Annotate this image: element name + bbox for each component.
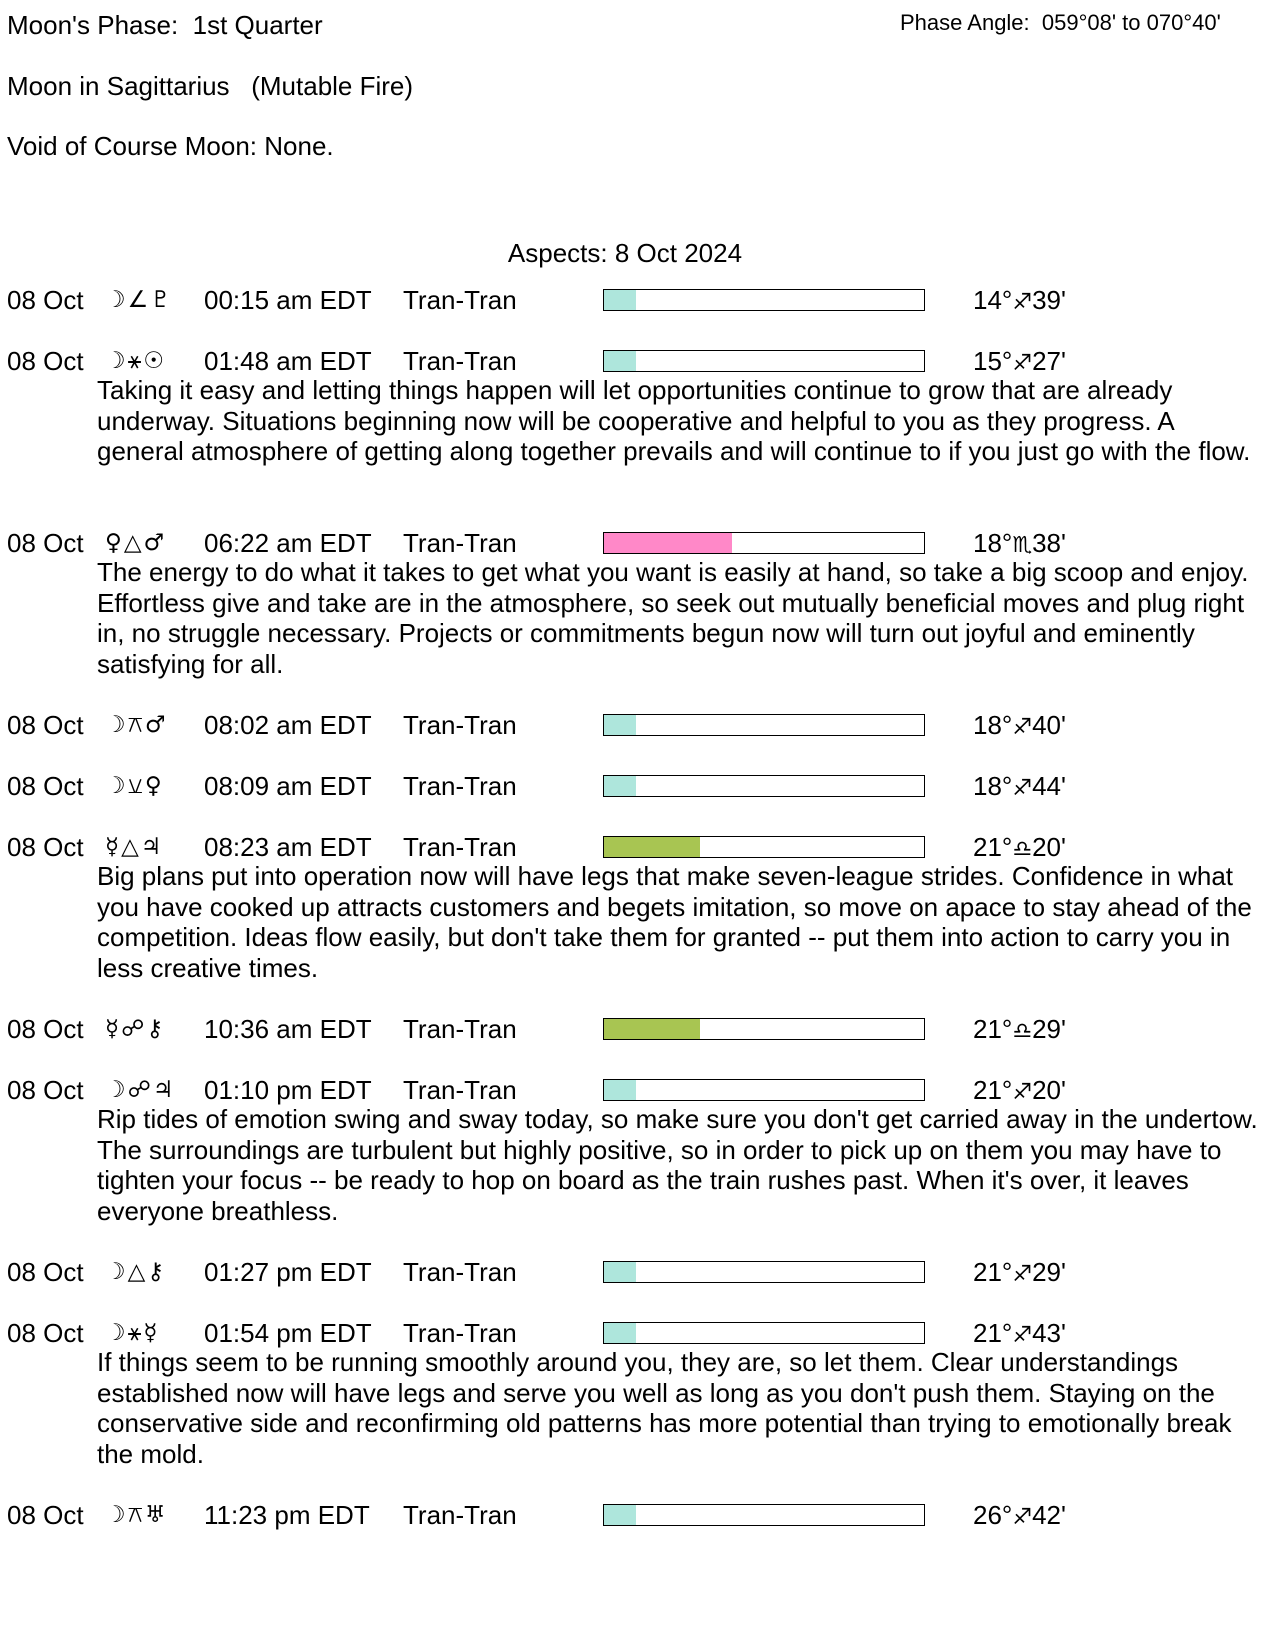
zodiac-sign-icon: ♐ [1012, 715, 1033, 740]
aspect-strength-bar [603, 1322, 925, 1344]
aspect-interpretation: Big plans put into operation now will have legs that make seven-league strides. Confidence in what you have cooked up attracts customers and begets imitation, so move on apace to stay ahead of the competition. Ideas flow easily, but don't take them for granted -- put them into action to carry you in less creative times. [97, 861, 1252, 983]
aspect-kind: Tran-Tran [403, 1014, 517, 1044]
aspect-time: 01:54 pm EDT [204, 1318, 372, 1348]
aspect-kind: Tran-Tran [403, 1075, 517, 1105]
position-degree: 21° [973, 1318, 1013, 1348]
aspect-kind: Tran-Tran [403, 285, 517, 315]
aspect-strength-bar [603, 350, 925, 372]
aspect-kind: Tran-Tran [403, 1500, 517, 1530]
aspect-glyphs: ☽☍♃ [105, 1077, 176, 1103]
aspect-position [973, 1012, 1066, 1049]
position-degree: 18° [973, 528, 1013, 558]
position-minutes: 39' [1032, 285, 1066, 315]
zodiac-sign-icon: ♏ [1012, 533, 1033, 558]
aspect-strength-bar [603, 1018, 925, 1040]
position-degree: 15° [973, 346, 1013, 376]
aspect-time: 08:23 am EDT [204, 832, 372, 862]
zodiac-sign-icon: ♐ [1012, 1262, 1033, 1287]
aspect-date: 08 Oct [7, 1075, 84, 1105]
aspect-date: 08 Oct [7, 528, 84, 558]
aspect-date: 08 Oct [7, 1318, 84, 1348]
aspect-row [0, 1316, 1286, 1350]
position-minutes: 27' [1032, 346, 1066, 376]
aspect-time: 06:22 am EDT [204, 528, 372, 558]
aspect-glyphs: ☽⚹☿ [105, 1320, 160, 1346]
aspect-date: 08 Oct [7, 1257, 84, 1287]
aspect-glyphs: ☽⚻♂ [105, 712, 168, 738]
aspect-row [0, 708, 1286, 742]
position-degree: 21° [973, 1075, 1013, 1105]
position-minutes: 44' [1032, 771, 1066, 801]
zodiac-sign-icon: ♐ [1012, 351, 1033, 376]
phase-angle: Phase Angle: 059°08' to 070°40' [900, 10, 1221, 35]
aspect-strength-fill [604, 1505, 636, 1525]
aspect-glyphs: ☽△⚷ [105, 1259, 167, 1285]
aspect-row [0, 830, 1286, 864]
aspect-strength-bar [603, 775, 925, 797]
aspect-strength-fill [604, 1080, 636, 1100]
aspects-title: Aspects: 8 Oct 2024 [507, 238, 743, 268]
aspect-strength-fill [604, 1019, 700, 1039]
position-minutes: 29' [1032, 1257, 1066, 1287]
aspect-strength-bar [603, 1504, 925, 1526]
aspect-date: 08 Oct [7, 285, 84, 315]
aspect-glyphs: ☽⚻♅ [105, 1502, 168, 1528]
zodiac-sign-icon: ♐ [1012, 1080, 1033, 1105]
aspect-kind: Tran-Tran [403, 1257, 517, 1287]
aspect-position [973, 708, 1066, 745]
zodiac-sign-icon: ♎ [1012, 1019, 1033, 1044]
aspect-date: 08 Oct [7, 346, 84, 376]
aspect-strength-fill [604, 776, 636, 796]
aspect-date: 08 Oct [7, 1500, 84, 1530]
aspect-time: 10:36 am EDT [204, 1014, 372, 1044]
aspect-strength-bar [603, 1261, 925, 1283]
void-of-course: Void of Course Moon: None. [7, 131, 334, 161]
aspect-strength-bar [603, 714, 925, 736]
aspect-kind: Tran-Tran [403, 832, 517, 862]
moon-sign: Moon in Sagittarius (Mutable Fire) [7, 71, 414, 101]
aspect-interpretation: The energy to do what it takes to get what you want is easily at hand, so take a big scoop and enjoy. Effortless give and take are in the atmosphere, so seek out mutually beneficial moves and plug right in, no struggle necessary. Projects or commitments begun now will turn out joyful and eminently satisfying for all. [97, 557, 1249, 679]
aspect-strength-fill [604, 715, 636, 735]
position-degree: 21° [973, 1257, 1013, 1287]
aspect-row [0, 1498, 1286, 1532]
position-minutes: 43' [1032, 1318, 1066, 1348]
position-minutes: 40' [1032, 710, 1066, 740]
position-minutes: 42' [1032, 1500, 1066, 1530]
zodiac-sign-icon: ♐ [1012, 776, 1033, 801]
position-minutes: 29' [1032, 1014, 1066, 1044]
aspect-strength-fill [604, 533, 732, 553]
position-minutes: 20' [1032, 1075, 1066, 1105]
zodiac-sign-icon: ♎ [1012, 837, 1033, 862]
aspect-kind: Tran-Tran [403, 710, 517, 740]
aspect-interpretation: Taking it easy and letting things happen will let opportunities continue to grow that are already underway. Situations beginning now will be cooperative and helpful to you as they progress. A general atmosphere of getting along together prevails and will continue to if you just go with the flow. [97, 375, 1251, 466]
aspect-kind: Tran-Tran [403, 771, 517, 801]
aspect-strength-fill [604, 1262, 636, 1282]
aspect-interpretation: Rip tides of emotion swing and sway today, so make sure you don't get carried away in the undertow. The surroundings are turbulent but highly positive, so in order to pick up on them you may have to tighten your focus -- be ready to hop on board as the train rushes past. When it's over, it leaves everyone breathless. [97, 1104, 1258, 1226]
aspect-row [0, 1073, 1286, 1107]
aspect-kind: Tran-Tran [403, 346, 517, 376]
aspect-strength-bar [603, 836, 925, 858]
zodiac-sign-icon: ♐ [1012, 1505, 1033, 1530]
position-minutes: 38' [1032, 528, 1066, 558]
aspect-position [973, 1498, 1066, 1535]
aspect-row [0, 526, 1286, 560]
aspect-row [0, 769, 1286, 803]
aspect-glyphs: ☿☍⚷ [105, 1016, 166, 1042]
aspect-kind: Tran-Tran [403, 528, 517, 558]
position-degree: 26° [973, 1500, 1013, 1530]
aspect-interpretation: If things seem to be running smoothly around you, they are, so let them. Clear understandings established now will have legs and serve you well as long as you don't push them. Staying on the conservative side and reconfirming old patterns has more potential than trying to emotionally break the mold. [97, 1347, 1232, 1469]
aspect-strength-fill [604, 1323, 636, 1343]
aspect-time: 01:10 pm EDT [204, 1075, 372, 1105]
position-degree: 14° [973, 285, 1013, 315]
aspect-time: 08:09 am EDT [204, 771, 372, 801]
moon-phase: Moon's Phase: 1st Quarter [7, 10, 323, 40]
aspect-glyphs: ☿△♃ [105, 834, 164, 860]
aspect-position [973, 1255, 1066, 1292]
zodiac-sign-icon: ♐ [1012, 290, 1033, 315]
zodiac-sign-icon: ♐ [1012, 1323, 1033, 1348]
aspect-date: 08 Oct [7, 710, 84, 740]
aspect-glyphs: ♀△♂ [105, 530, 167, 556]
aspect-row [0, 1255, 1286, 1289]
position-degree: 18° [973, 710, 1013, 740]
aspect-strength-fill [604, 837, 700, 857]
position-degree: 18° [973, 771, 1013, 801]
position-minutes: 20' [1032, 832, 1066, 862]
aspect-row [0, 1012, 1286, 1046]
aspect-time: 01:48 am EDT [204, 346, 372, 376]
aspect-kind: Tran-Tran [403, 1318, 517, 1348]
aspect-strength-fill [604, 351, 636, 371]
aspect-strength-bar [603, 532, 925, 554]
aspect-strength-bar [603, 1079, 925, 1101]
aspect-time: 08:02 am EDT [204, 710, 372, 740]
aspect-date: 08 Oct [7, 1014, 84, 1044]
aspect-time: 11:23 pm EDT [204, 1500, 370, 1530]
aspect-glyphs: ☽⚹☉ [105, 348, 167, 374]
aspect-time: 01:27 pm EDT [204, 1257, 372, 1287]
position-degree: 21° [973, 1014, 1013, 1044]
aspect-time: 00:15 am EDT [204, 285, 372, 315]
aspect-position [973, 769, 1066, 806]
aspect-strength-fill [604, 290, 636, 310]
aspect-date: 08 Oct [7, 771, 84, 801]
aspect-date: 08 Oct [7, 832, 84, 862]
aspect-row [0, 283, 1286, 317]
aspect-strength-bar [603, 289, 925, 311]
aspect-glyphs: ☽∠♇ [105, 287, 173, 313]
aspect-row [0, 344, 1286, 378]
aspect-position [973, 283, 1066, 320]
aspect-glyphs: ☽⚺♀ [105, 773, 164, 799]
position-degree: 21° [973, 832, 1013, 862]
